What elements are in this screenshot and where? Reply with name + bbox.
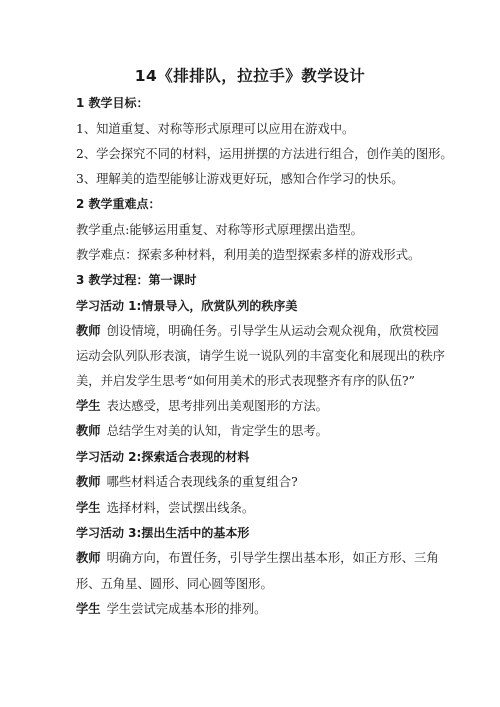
paragraph-text: 创设情境，明确任务。引导学生从运动会观众视角，欣赏校园: [106, 324, 439, 338]
paragraph-line: 运动会队列队形表演，请学生说一说队列的丰富变化和展现出的秩序: [76, 349, 445, 363]
paragraph-text: 表达感受，思考排列出美观图形的方法。: [106, 399, 328, 413]
key-point-item: 教学难点：探索多种材料，利用美的造型探索多样的游戏形式。: [76, 248, 421, 262]
section-heading-goals: 1 教学目标：: [76, 96, 149, 110]
teacher-label: 教师: [76, 475, 101, 489]
section-heading-key-points: 2 教学重难点：: [76, 197, 161, 211]
teacher-paragraph-line: [76, 550, 439, 566]
student-label: 学生: [76, 399, 101, 413]
goal-item: 2、学会探究不同的材料，运用拼摆的方法进行组合，创作美的图形。: [76, 147, 453, 161]
paragraph-text: 选择材料，尝试摆出线条。: [106, 501, 255, 515]
paragraph-line: 美，并启发学生思考“如何用美术的形式表现整齐有序的队伍?”: [76, 374, 415, 388]
teacher-paragraph-line: [76, 474, 436, 490]
student-label: 学生: [76, 602, 101, 616]
activity-heading: 学习活动 1:情景导入，欣赏队列的秩序美: [76, 299, 298, 313]
teacher-label: 教师: [76, 324, 101, 338]
paragraph-text: 哪些材料适合表现线条的重复组合?: [106, 475, 298, 489]
activity-heading: 学习活动 2:探索适合表现的材料: [76, 450, 250, 464]
teacher-label: 教师: [76, 424, 101, 438]
student-paragraph-line: [76, 500, 436, 516]
paragraph-text: 学生尝试完成基本形的排列。: [106, 602, 267, 616]
key-point-item: 教学重点:能够运用重复、对称等形式原理摆出造型。: [76, 223, 363, 237]
activity-heading: 学习活动 3:摆出生活中的基本形: [76, 526, 250, 540]
goal-item: 3、理解美的造型能够让游戏更好玩，感知合作学习的快乐。: [76, 172, 404, 186]
paragraph-text: 总结学生对美的认知，肯定学生的思考。: [106, 424, 328, 438]
student-label: 学生: [76, 501, 101, 515]
paragraph-line: 形、五角星、圆形、同心圆等图形。: [76, 577, 273, 591]
teacher-paragraph-line: [76, 423, 436, 439]
document-title: 14《排排队，拉拉手》教学设计: [134, 67, 366, 85]
section-heading-process: 3 教学过程：第一课时: [76, 273, 197, 287]
teacher-label: 教师: [76, 551, 101, 565]
teacher-paragraph-line: [76, 323, 439, 339]
paragraph-text: 明确方向，布置任务，引导学生摆出基本形，如正方形、三角: [106, 551, 439, 565]
student-paragraph-line: [76, 601, 436, 617]
goal-item: 1、知道重复、对称等形式原理可以应用在游戏中。: [76, 122, 355, 136]
student-paragraph-line: [76, 398, 436, 414]
